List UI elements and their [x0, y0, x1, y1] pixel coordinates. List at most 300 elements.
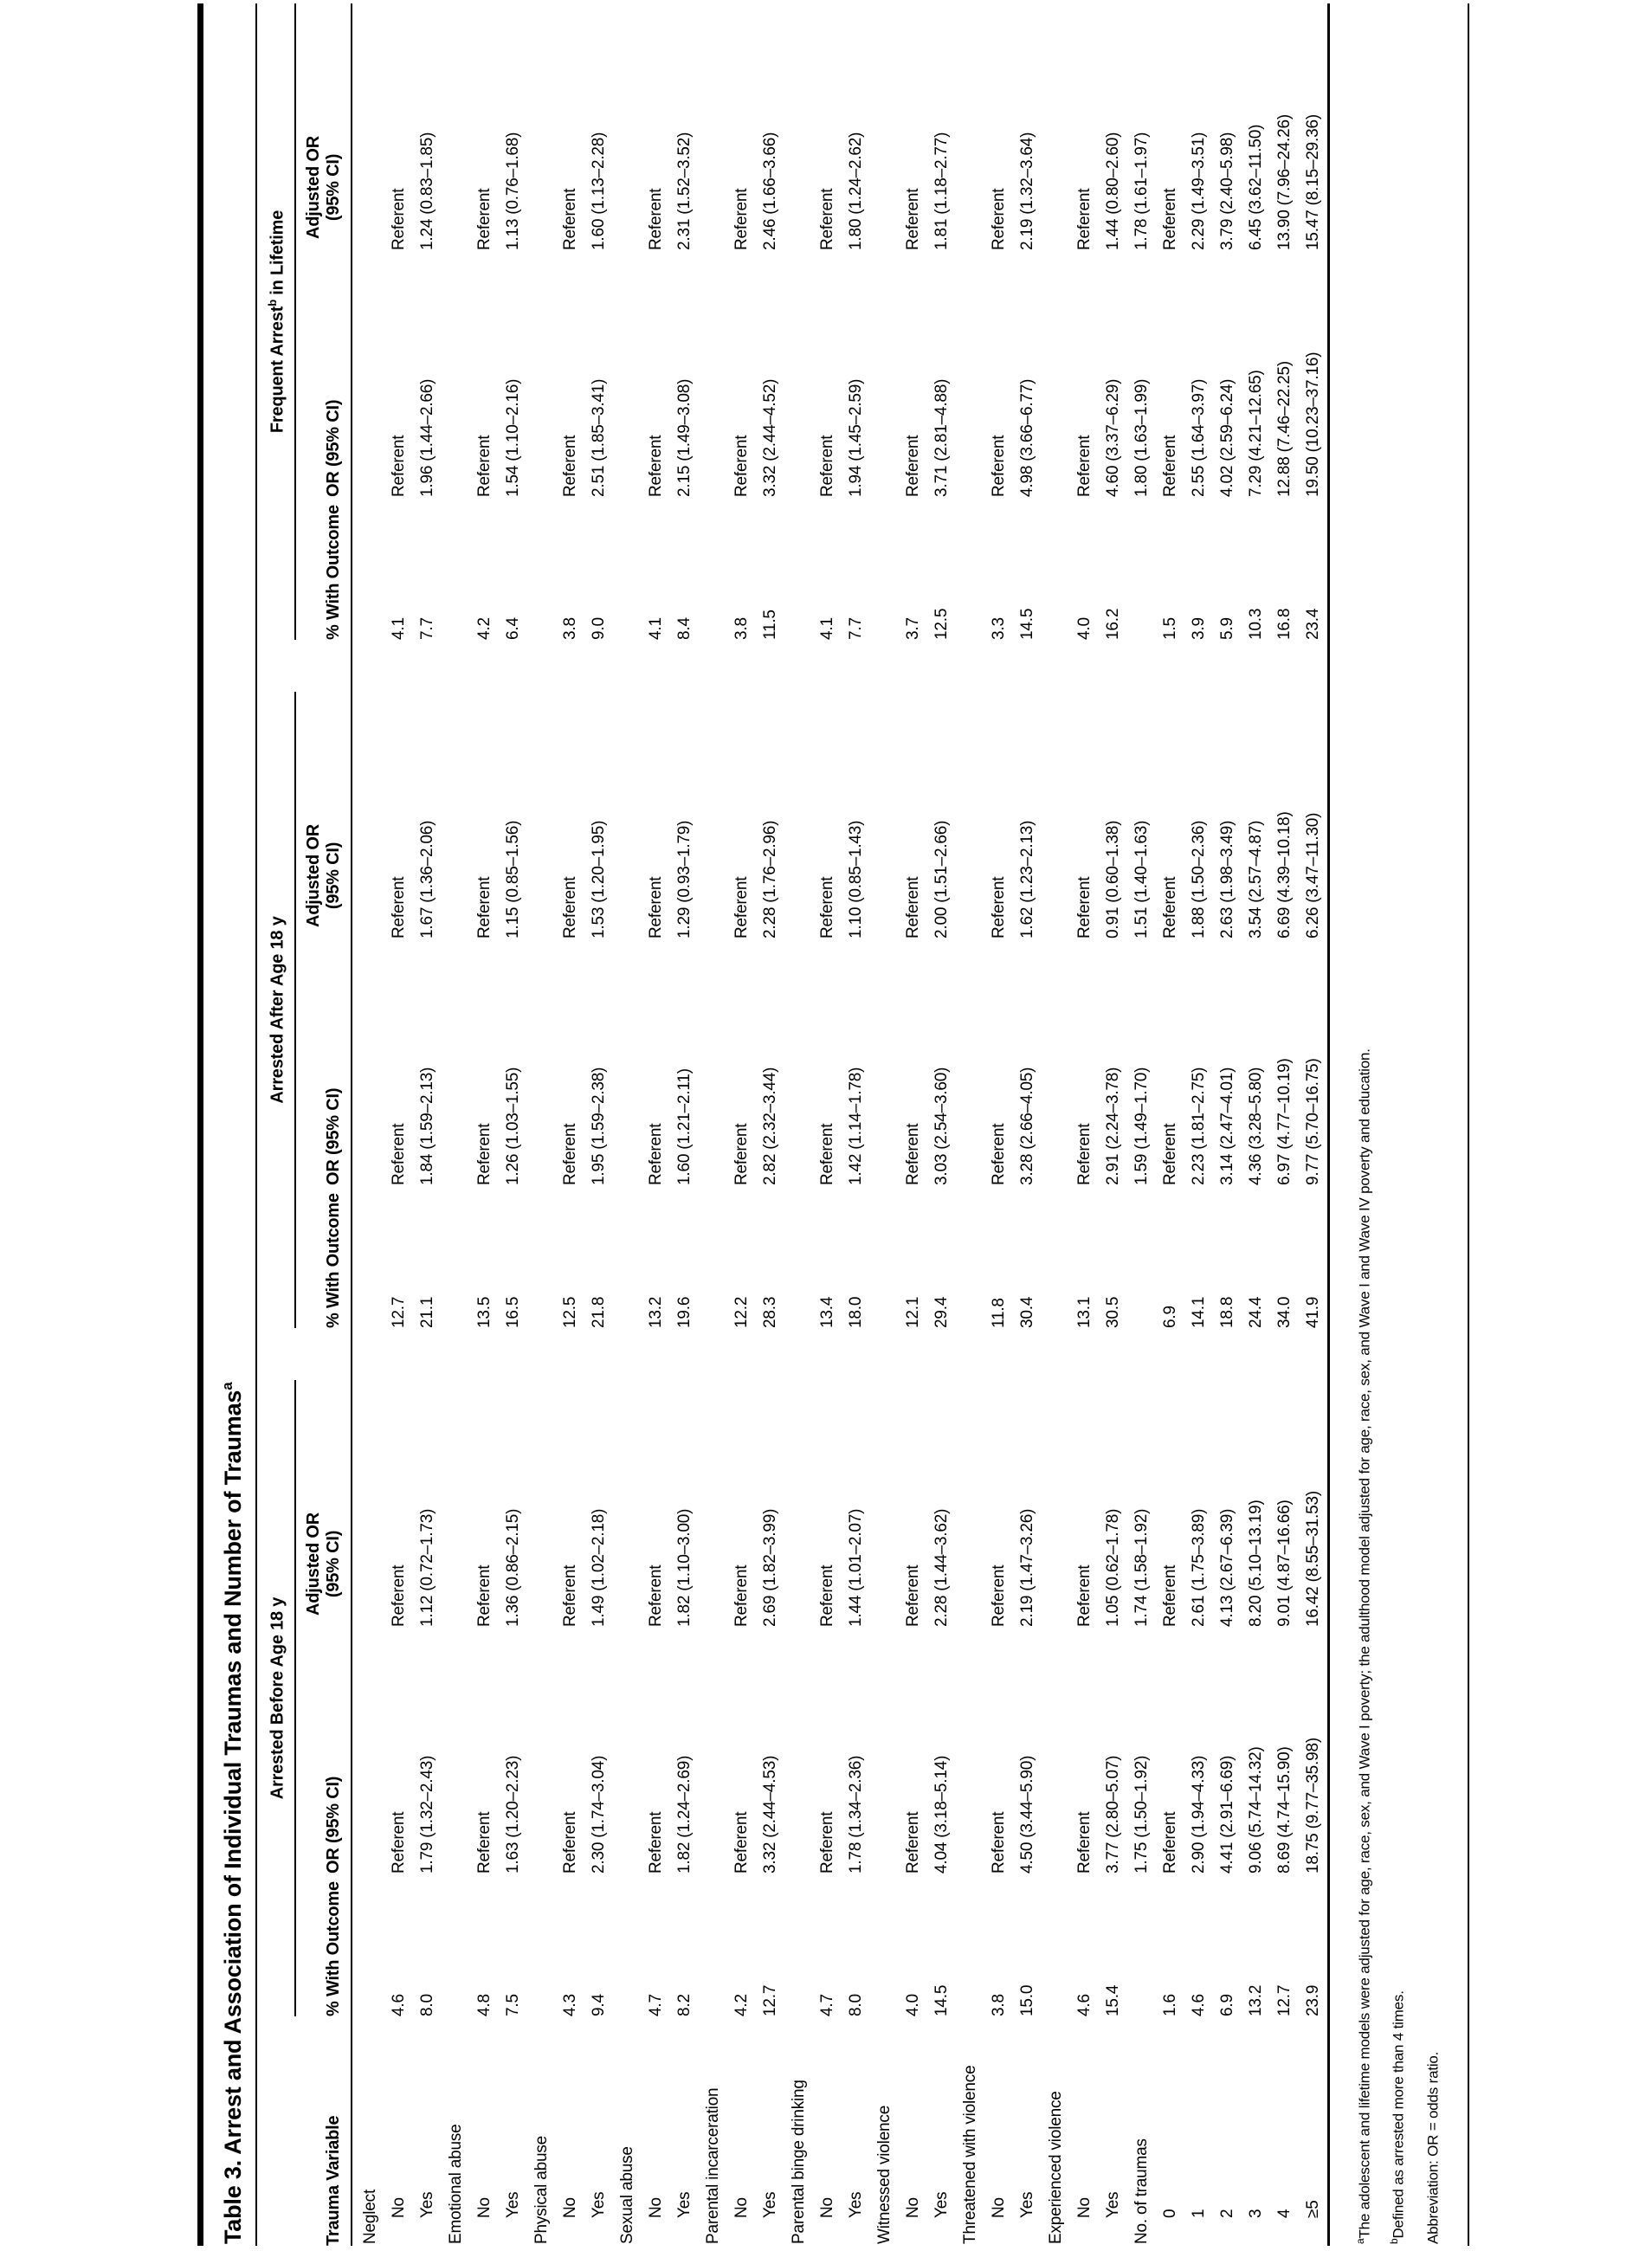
cell: Referent	[989, 876, 1008, 938]
cell	[699, 497, 727, 640]
cell	[870, 1874, 899, 2016]
cell	[527, 1874, 556, 2016]
column-gap	[527, 1328, 556, 1380]
cell	[1042, 1380, 1070, 1627]
column-gap	[756, 1328, 784, 1380]
cell: 1.75 (1.50–1.92)	[1132, 1755, 1151, 1874]
cell	[699, 3, 727, 250]
column-gap	[927, 1328, 956, 1380]
cell: 2.63 (1.98–3.49)	[1217, 820, 1236, 938]
cell: 4.6	[389, 1994, 408, 2016]
column-gap	[956, 640, 984, 692]
cell: 1.80 (1.24–2.62)	[846, 132, 865, 250]
cell: 12.2	[732, 1296, 751, 1328]
table-row	[756, 3, 784, 2246]
cell: 4.98 (3.66–6.77)	[1017, 378, 1036, 497]
column-gap	[670, 1328, 699, 1380]
cell: 12.5	[560, 1296, 579, 1328]
cell: 4.41 (2.91–6.69)	[1217, 1755, 1236, 1874]
column-gap	[727, 640, 756, 692]
cell: 3.79 (2.40–5.98)	[1217, 132, 1236, 250]
cell	[699, 1380, 727, 1627]
cell: Referent	[646, 1123, 665, 1185]
cell: 12.88 (7.46–22.25)	[1274, 361, 1294, 497]
column-gap	[470, 1328, 499, 1380]
column-gap	[984, 1328, 1013, 1380]
column-gap	[1070, 640, 1099, 692]
column-gap	[1013, 1328, 1042, 1380]
cell	[784, 3, 813, 250]
cell	[956, 3, 984, 250]
cell: 1.96 (1.44–2.66)	[417, 378, 436, 497]
cell: 2.55 (1.64–3.97)	[1189, 378, 1208, 497]
cell: 1.80 (1.63–1.99)	[1132, 378, 1151, 497]
table-row	[556, 3, 584, 2246]
cell: Referent	[1160, 876, 1179, 938]
cell	[527, 3, 556, 250]
cell	[870, 1380, 899, 1627]
cell	[613, 938, 642, 1185]
row-label: Yes	[503, 2191, 522, 2218]
cell: 8.69 (4.74–15.90)	[1274, 1746, 1294, 1874]
cell	[527, 497, 556, 640]
cell: 1.82 (1.24–2.69)	[674, 1755, 694, 1874]
cell: 2.19 (1.47–3.26)	[1017, 1508, 1036, 1627]
cell: Referent	[1074, 1564, 1094, 1627]
cell	[699, 938, 727, 1185]
cell: 18.75 (9.77–35.98)	[1303, 1738, 1322, 1874]
table-row	[642, 3, 670, 2246]
table-bottom-rule	[1468, 3, 1469, 2246]
column-gap	[584, 1328, 613, 1380]
cell: 15.0	[1017, 1984, 1036, 2016]
column-gap	[1156, 1328, 1184, 1380]
footnote-a	[1345, 3, 1380, 2244]
column-gap	[295, 1328, 352, 1380]
column-gap	[927, 640, 956, 692]
table-row	[413, 3, 442, 2246]
table-title	[203, 3, 255, 2246]
column-gap	[442, 640, 470, 692]
column-gap	[1099, 640, 1127, 692]
cell: 2.28 (1.44–3.62)	[932, 1508, 951, 1627]
cell: Referent	[1074, 188, 1094, 250]
cell: 14.5	[932, 1984, 951, 2016]
row-label: Emotional abuse	[446, 2124, 465, 2244]
cell	[442, 692, 470, 938]
cell: Referent	[646, 435, 665, 497]
column-gap	[527, 640, 556, 692]
cell: 2.15 (1.49–3.08)	[674, 378, 694, 497]
table-row	[699, 3, 727, 2246]
column-gap	[1013, 640, 1042, 692]
cell: Referent	[646, 188, 665, 250]
cell: Referent	[732, 1811, 751, 1874]
cell: 3.3	[989, 617, 1008, 640]
cell: Referent	[817, 1564, 836, 1627]
cell: 16.42 (8.55–31.53)	[1303, 1491, 1322, 1627]
cell: 1.44 (0.80–2.60)	[1103, 132, 1122, 250]
cell: 3.8	[989, 1994, 1008, 2016]
row-label: Yes	[760, 2191, 779, 2218]
cell: 2.69 (1.82–3.99)	[760, 1508, 779, 1627]
cell: 19.6	[674, 1296, 694, 1328]
table-row	[584, 3, 613, 2246]
cell	[613, 1380, 642, 1627]
cell: 12.7	[389, 1296, 408, 1328]
cell: Referent	[817, 1123, 836, 1185]
column-gap	[413, 640, 442, 692]
cell	[956, 250, 984, 497]
cell: 1.13 (0.76–1.68)	[503, 132, 522, 250]
cell	[699, 1185, 727, 1328]
row-label: No. of traumas	[1132, 2138, 1151, 2244]
table-row	[1270, 3, 1299, 2246]
column-gap	[699, 1328, 727, 1380]
cell: 3.54 (2.57–4.87)	[1246, 820, 1265, 938]
cell	[613, 692, 642, 938]
table-row	[499, 3, 527, 2246]
group-header-frequent-arrest	[257, 3, 295, 640]
cell: 28.3	[760, 1296, 779, 1328]
column-header-pct-after: % With Outcome	[295, 1185, 352, 1328]
cell: 1.12 (0.72–1.73)	[417, 1508, 436, 1627]
cell: 29.4	[932, 1296, 951, 1328]
cell	[699, 250, 727, 497]
cell: 3.8	[560, 617, 579, 640]
cell: Referent	[903, 1123, 922, 1185]
column-gap	[784, 1328, 813, 1380]
table-row	[1070, 3, 1099, 2246]
cell: Referent	[817, 876, 836, 938]
cell	[352, 1185, 384, 1328]
row-label: Sexual abuse	[617, 2146, 636, 2244]
column-gap	[499, 640, 527, 692]
cell: 3.71 (2.81–4.88)	[932, 378, 951, 497]
table-footnotes	[1345, 3, 1449, 2246]
group-label-suffix: in Lifetime	[268, 210, 287, 300]
cell	[613, 497, 642, 640]
cell: Referent	[389, 435, 408, 497]
cell: 6.9	[1160, 1306, 1179, 1328]
cell: Referent	[389, 876, 408, 938]
cell: 11.5	[760, 610, 779, 640]
cell: Referent	[903, 1564, 922, 1627]
cell	[442, 250, 470, 497]
cell: Referent	[560, 1811, 579, 1874]
cell: 1.88 (1.50–2.36)	[1189, 820, 1208, 938]
cell: 1.44 (1.01–2.07)	[846, 1508, 865, 1627]
table-row	[1156, 3, 1184, 2246]
cell: 1.29 (0.93–1.79)	[674, 820, 694, 938]
group-header-before-18	[257, 1380, 295, 2016]
cell	[699, 1874, 727, 2016]
table-row	[1042, 3, 1070, 2246]
table-3	[197, 3, 1469, 2246]
cell	[352, 250, 384, 497]
row-label: Neglect	[360, 2189, 379, 2244]
stub-spacer	[257, 2016, 295, 2246]
cell: 41.9	[1303, 1296, 1322, 1328]
cell	[956, 1380, 984, 1627]
data-table	[257, 3, 1330, 2246]
cell	[352, 1627, 384, 1874]
cell: Referent	[817, 188, 836, 250]
cell: 3.28 (2.66–4.05)	[1017, 1067, 1036, 1185]
cell: 9.06 (5.74–14.32)	[1246, 1746, 1265, 1874]
group-header-after-18	[257, 692, 295, 1328]
cell: 9.0	[589, 617, 608, 640]
cell: 1.78 (1.61–1.97)	[1132, 132, 1151, 250]
cell	[352, 1874, 384, 2016]
column-gap	[613, 640, 642, 692]
table-row	[1213, 3, 1242, 2246]
table-title-text: Table 3. Arrest and Association of Individual Traumas and Number of Traumas	[220, 1390, 246, 2244]
cell	[527, 938, 556, 1185]
cell: 4.36 (3.28–5.80)	[1246, 1067, 1265, 1185]
cell	[870, 3, 899, 250]
cell	[1042, 497, 1070, 640]
cell: 3.9	[1189, 617, 1208, 640]
row-label: Yes	[417, 2191, 436, 2218]
cell: 1.15 (0.85–1.56)	[503, 820, 522, 938]
cell: Referent	[903, 188, 922, 250]
group-label: Arrested After Age 18 y	[268, 916, 287, 1104]
table-top-rule	[197, 3, 203, 2246]
table-row	[956, 3, 984, 2246]
cell: 13.5	[474, 1296, 494, 1328]
column-header-aor-frequent: Adjusted OR (95% CI)	[295, 3, 352, 250]
cell: 3.32 (2.44–4.52)	[760, 378, 779, 497]
column-gap	[870, 640, 899, 692]
cell: 2.23 (1.81–2.75)	[1189, 1067, 1208, 1185]
cell: 1.60 (1.13–2.28)	[589, 132, 608, 250]
cell: Referent	[1160, 188, 1179, 250]
cell: 1.42 (1.14–1.78)	[846, 1067, 865, 1185]
cell	[442, 497, 470, 640]
column-gap	[899, 1328, 927, 1380]
cell: 3.32 (2.44–4.53)	[760, 1755, 779, 1874]
row-label: No	[389, 2197, 408, 2218]
cell	[1127, 1874, 1156, 2016]
cell	[442, 1874, 470, 2016]
table-body	[352, 3, 1329, 2246]
cell: 2.51 (1.85–3.41)	[589, 378, 608, 497]
cell	[956, 1874, 984, 2016]
cell	[956, 1185, 984, 1328]
cell: 3.77 (2.80–5.07)	[1103, 1755, 1122, 1874]
cell: 4.8	[474, 1994, 494, 2016]
cell: 1.84 (1.59–2.13)	[417, 1067, 436, 1185]
table-row	[984, 3, 1013, 2246]
cell: Referent	[817, 435, 836, 497]
cell: 9.4	[589, 1994, 608, 2016]
column-gap	[470, 640, 499, 692]
column-gap	[1299, 640, 1329, 692]
cell: 1.63 (1.20–2.23)	[503, 1755, 522, 1874]
column-gap	[442, 1328, 470, 1380]
cell: 1.59 (1.49–1.70)	[1132, 1067, 1151, 1185]
row-label: 3	[1246, 2209, 1265, 2218]
row-label: No	[989, 2197, 1008, 2218]
column-gap	[1127, 640, 1156, 692]
column-gap	[1127, 1328, 1156, 1380]
cell: 13.1	[1074, 1296, 1094, 1328]
cell: 4.6	[1074, 1994, 1094, 2016]
table-title-superscript: a	[219, 1382, 236, 1390]
cell: 0.91 (0.60–1.38)	[1103, 820, 1122, 938]
cell	[956, 692, 984, 938]
cell: Referent	[1160, 435, 1179, 497]
cell	[352, 1380, 384, 1627]
column-gap	[413, 1328, 442, 1380]
cell: Referent	[732, 1564, 751, 1627]
cell: 4.04 (3.18–5.14)	[932, 1755, 951, 1874]
footnote-text: Abbreviation: OR = odds ratio.	[1424, 2051, 1442, 2244]
cell	[870, 1627, 899, 1874]
cell: 14.5	[1017, 608, 1036, 640]
group-gap	[257, 640, 295, 692]
column-header-row	[295, 3, 352, 2246]
cell: 4.3	[560, 1994, 579, 2016]
cell: 23.9	[1303, 1984, 1322, 2016]
cell: 7.7	[846, 617, 865, 640]
table-row	[384, 3, 413, 2246]
cell: 12.5	[932, 608, 951, 640]
column-gap	[984, 640, 1013, 692]
column-gap	[1242, 640, 1270, 692]
cell: 13.2	[646, 1296, 665, 1328]
table-row	[927, 3, 956, 2246]
column-gap	[499, 1328, 527, 1380]
cell: 21.1	[417, 1296, 436, 1328]
cell: 4.02 (2.59–6.24)	[1217, 378, 1236, 497]
column-header-or-after: OR (95% CI)	[295, 938, 352, 1185]
cell: 4.7	[646, 1994, 665, 2016]
cell: Referent	[1160, 1123, 1179, 1185]
cell	[1042, 250, 1070, 497]
cell: 8.0	[846, 1994, 865, 2016]
cell: 15.47 (8.15–29.36)	[1303, 114, 1322, 250]
column-gap	[352, 1328, 384, 1380]
table-row	[1242, 3, 1270, 2246]
table-header	[257, 3, 352, 2246]
cell: Referent	[732, 876, 751, 938]
cell	[352, 692, 384, 938]
cell: Referent	[560, 1564, 579, 1627]
cell	[352, 3, 384, 250]
column-header-aor-before: Adjusted OR (95% CI)	[295, 1380, 352, 1627]
cell: 34.0	[1274, 1296, 1294, 1328]
cell	[1042, 1874, 1070, 2016]
footnote-text: Defined as arrested more than 4 times.	[1390, 1990, 1407, 2239]
group-header-row	[257, 3, 295, 2246]
cell	[352, 497, 384, 640]
cell	[784, 1380, 813, 1627]
row-label: No	[1074, 2197, 1094, 2218]
column-gap	[899, 640, 927, 692]
cell	[870, 1185, 899, 1328]
cell: 12.7	[1274, 1984, 1294, 2016]
cell: 13.4	[817, 1296, 836, 1328]
row-label: Witnessed violence	[874, 2105, 894, 2244]
cell: 1.36 (0.86–2.15)	[503, 1508, 522, 1627]
cell: 1.74 (1.58–1.92)	[1132, 1508, 1151, 1627]
table-row	[870, 3, 899, 2246]
cell: 18.8	[1217, 1296, 1236, 1328]
column-header-or-frequent: OR (95% CI)	[295, 250, 352, 497]
cell: Referent	[389, 1811, 408, 1874]
column-header-pct-frequent: % With Outcome	[295, 497, 352, 640]
cell: 1.95 (1.59–2.38)	[589, 1067, 608, 1185]
column-gap	[727, 1328, 756, 1380]
cell: 14.1	[1189, 1296, 1208, 1328]
cell: Referent	[646, 1811, 665, 1874]
table-row	[352, 3, 384, 2246]
column-gap	[1042, 1328, 1070, 1380]
table-row	[784, 3, 813, 2246]
cell	[527, 250, 556, 497]
cell: Referent	[1074, 1123, 1094, 1185]
cell	[1042, 3, 1070, 250]
cell: 1.05 (0.62–1.78)	[1103, 1508, 1122, 1627]
row-label: Physical abuse	[532, 2136, 551, 2244]
column-gap	[870, 1328, 899, 1380]
cell: 1.79 (1.32–2.43)	[417, 1755, 436, 1874]
cell: 8.20 (5.10–13.19)	[1246, 1500, 1265, 1627]
row-label: Threatened with violence	[960, 2065, 979, 2244]
cell: Referent	[989, 435, 1008, 497]
cell: Referent	[903, 1811, 922, 1874]
cell	[442, 3, 470, 250]
footnote-text: The adolescent and lifetime models were adjusted for age, race, sex, and Wave I poverty; the adulthood model adjusted for age, race, sex, and Wave I and Wave IV poverty and education.	[1356, 1048, 1373, 2239]
cell	[527, 1185, 556, 1328]
column-gap	[556, 640, 584, 692]
cell: Referent	[1074, 435, 1094, 497]
column-gap	[1242, 1328, 1270, 1380]
cell: Referent	[989, 1564, 1008, 1627]
cell: 16.5	[503, 1296, 522, 1328]
cell: Referent	[989, 188, 1008, 250]
row-label: Parental binge drinking	[789, 2080, 808, 2244]
column-gap	[1184, 640, 1213, 692]
cell: 2.90 (1.94–4.33)	[1189, 1755, 1208, 1874]
table-row	[670, 3, 699, 2246]
cell: 21.8	[589, 1296, 608, 1328]
cell	[442, 1627, 470, 1874]
row-label: Yes	[932, 2191, 951, 2218]
row-label: No	[817, 2197, 836, 2218]
cell	[699, 1627, 727, 1874]
cell	[956, 497, 984, 640]
cell	[442, 1185, 470, 1328]
cell: 4.2	[732, 1994, 751, 2016]
column-gap	[384, 640, 413, 692]
column-header-or-before: OR (95% CI)	[295, 1627, 352, 1874]
group-label: Frequent Arrest	[268, 306, 287, 434]
cell: 3.14 (2.47–4.01)	[1217, 1067, 1236, 1185]
cell: 1.6	[1160, 1994, 1179, 2016]
cell: Referent	[560, 188, 579, 250]
cell: Referent	[1074, 1811, 1094, 1874]
cell: Referent	[1074, 876, 1094, 938]
cell: Referent	[903, 876, 922, 938]
cell	[870, 497, 899, 640]
cell	[527, 1627, 556, 1874]
cell: 4.2	[474, 617, 494, 640]
table-row	[899, 3, 927, 2246]
cell: Referent	[560, 1123, 579, 1185]
